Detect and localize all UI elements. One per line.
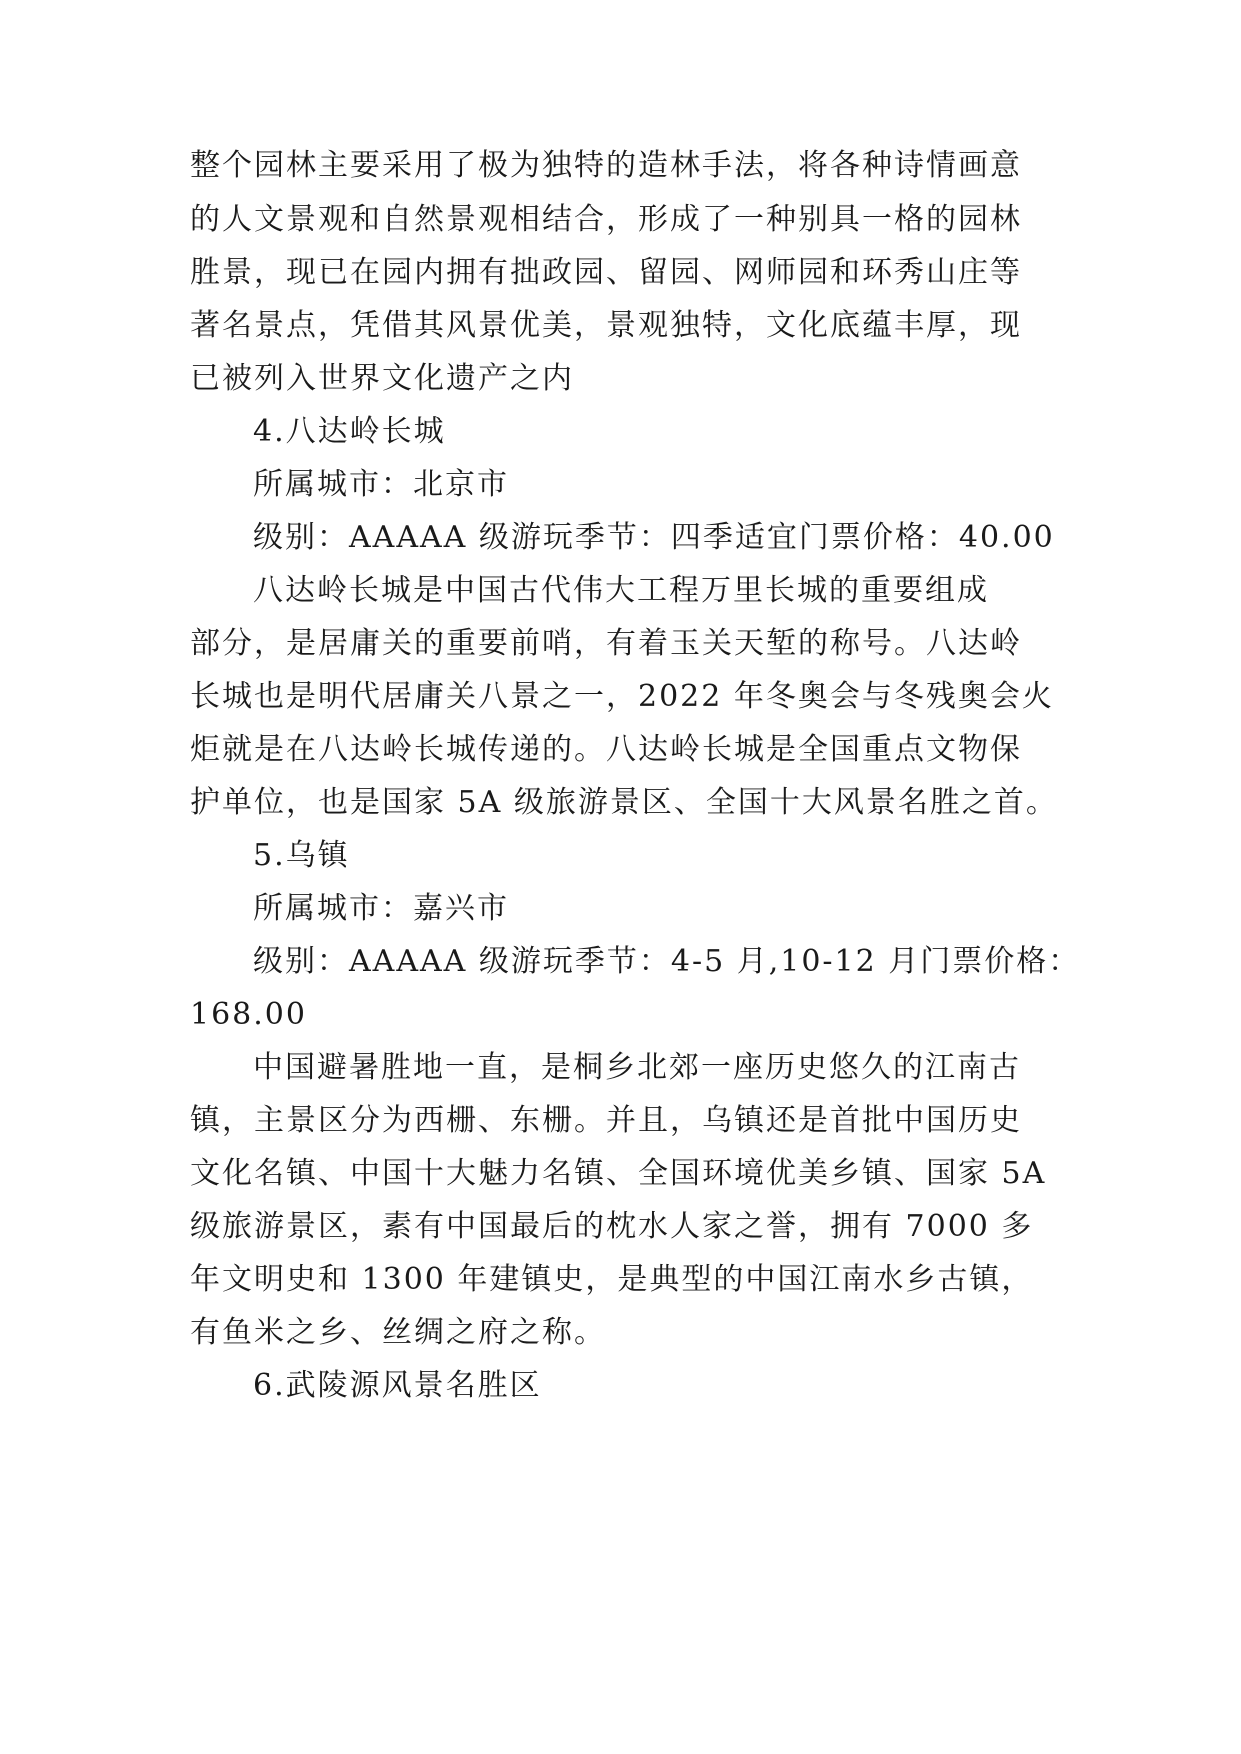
body-text-line: 级旅游景区，素有中国最后的枕水人家之誉，拥有 7000 多 (190, 1209, 1034, 1244)
body-text-line: 护单位，也是国家 5A 级旅游景区、全国十大风景名胜之首。 (190, 785, 1058, 820)
body-text-line: 已被列入世界文化遗产之内 (190, 361, 574, 396)
city-line: 所属城市：北京市 (253, 467, 509, 502)
body-text-line: 有鱼米之乡、丝绸之府之称。 (190, 1315, 606, 1350)
section-heading: 4.八达岭长城 (253, 414, 446, 449)
info-line: 级别：AAAAA 级游玩季节：四季适宜门票价格：40.00 (253, 520, 1055, 555)
body-text-line: 著名景点，凭借其风景优美，景观独特，文化底蕴丰厚，现 (190, 308, 1022, 343)
info-line: 级别：AAAAA 级游玩季节：4-5 月,10-12 月门票价格： (253, 944, 1081, 979)
body-text-line: 炬就是在八达岭长城传递的。八达岭长城是全国重点文物保 (190, 732, 1022, 767)
body-text-line: 中国避暑胜地一直，是桐乡北郊一座历史悠久的江南古 (253, 1050, 1021, 1085)
body-text-line: 的人文景观和自然景观相结合，形成了一种别具一格的园林 (190, 202, 1022, 237)
section-heading: 5.乌镇 (253, 838, 350, 873)
body-text-line: 长城也是明代居庸关八景之一，2022 年冬奥会与冬残奥会火 (190, 679, 1054, 714)
body-text-line: 胜景，现已在园内拥有拙政园、留园、网师园和环秀山庄等 (190, 255, 1022, 290)
body-text-line: 文化名镇、中国十大魅力名镇、全国环境优美乡镇、国家 5A (190, 1156, 1047, 1191)
body-text-line: 年文明史和 1300 年建镇史，是典型的中国江南水乡古镇， (190, 1262, 1034, 1297)
body-text-line: 整个园林主要采用了极为独特的造林手法，将各种诗情画意 (190, 148, 1022, 183)
body-text-line: 部分，是居庸关的重要前哨，有着玉关天堑的称号。八达岭 (190, 626, 1022, 661)
info-line-continued: 168.00 (190, 997, 307, 1032)
body-text-line: 镇，主景区分为西栅、东栅。并且，乌镇还是首批中国历史 (190, 1103, 1022, 1138)
body-text-line: 八达岭长城是中国古代伟大工程万里长城的重要组成 (253, 573, 989, 608)
section-heading: 6.武陵源风景名胜区 (253, 1368, 542, 1403)
city-line: 所属城市：嘉兴市 (253, 891, 509, 926)
